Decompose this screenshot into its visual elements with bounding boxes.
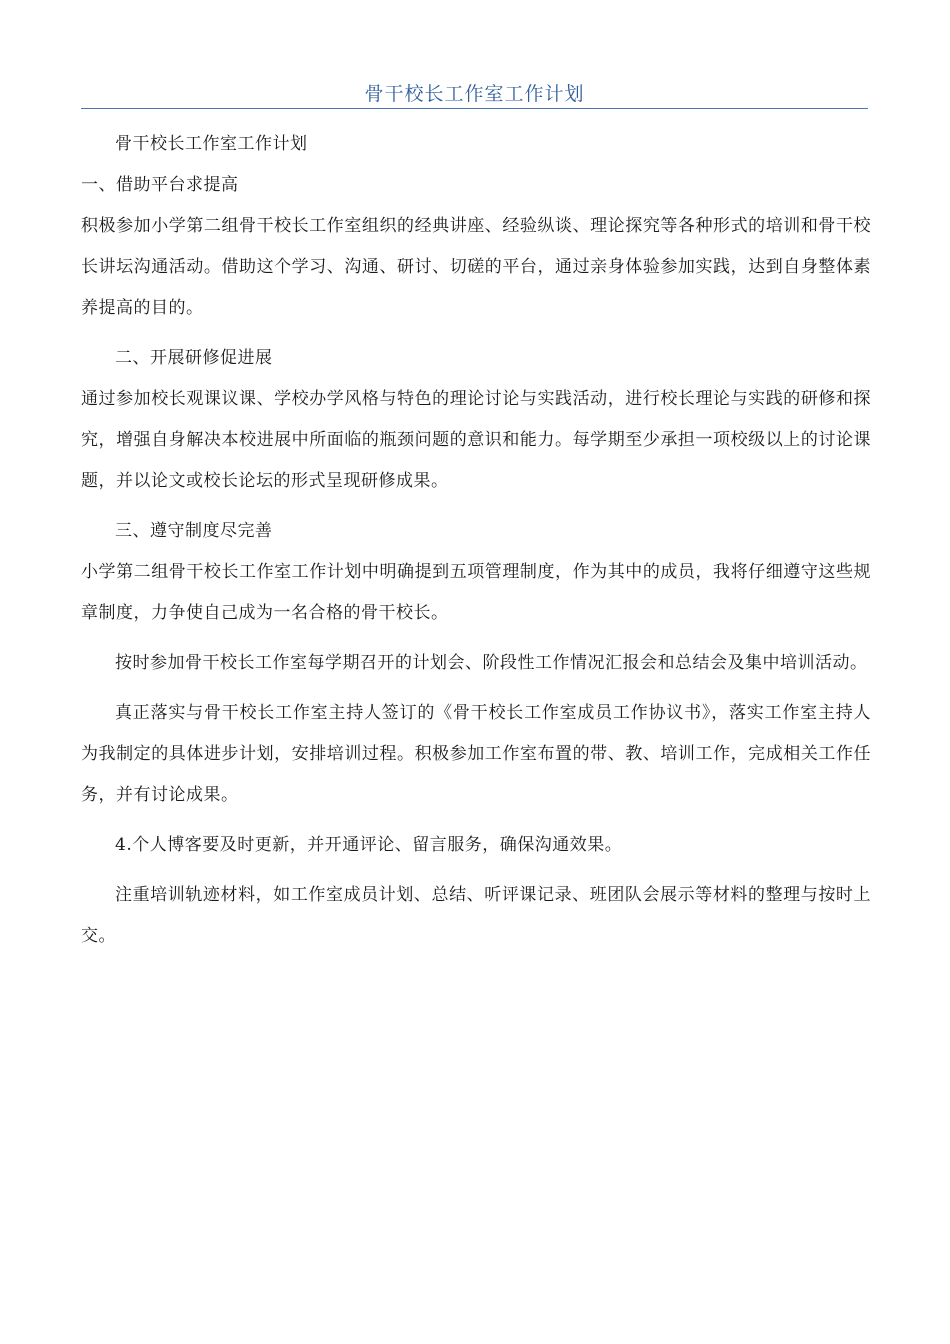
paragraph-agreement: 真正落实与骨干校长工作室主持人签订的《骨干校长工作室成员工作协议书》，落实工作室主持人为我制定的具体进步计划，安排培训过程。积极参加工作室布置的带、教、培训工作，完成相关工作任务，并有讨论成果。 — [81, 703, 871, 805]
paragraph-blog: 4.个人博客要及时更新，并开通评论、留言服务，确保沟通效果。 — [115, 835, 623, 855]
document-title: 骨干校长工作室工作计划 — [115, 134, 308, 154]
header-divider — [81, 108, 868, 109]
section-heading-1: 一、借助平台求提高 — [81, 175, 239, 195]
section-body-1: 积极参加小学第二组骨干校长工作室组织的经典讲座、经验纵谈、理论探究等各种形式的培训和骨干校长讲坛沟通活动。借助这个学习、沟通、研讨、切磋的平台，通过亲身体验参加实践，达到自身整体素养提高的目的。 — [81, 216, 871, 318]
header-title: 骨干校长工作室工作计划 — [364, 83, 585, 105]
section-body-2: 通过参加校长观课议课、学校办学风格与特色的理论讨论与实践活动，进行校长理论与实践的研修和探究，增强自身解决本校进展中所面临的瓶颈问题的意识和能力。每学期至少承担一项校级以上的讨论课题，并以论文或校长论坛的形式呈现研修成果。 — [81, 389, 871, 491]
paragraph-materials: 注重培训轨迹材料，如工作室成员计划、总结、听评课记录、班团队会展示等材料的整理与按时上交。 — [81, 885, 871, 946]
document-body — [81, 124, 871, 957]
page-header — [81, 80, 868, 108]
section-heading-2: 二、开展研修促进展 — [115, 348, 273, 368]
paragraph-attend-meetings: 按时参加骨干校长工作室每学期召开的计划会、阶段性工作情况汇报会和总结会及集中培训活动。 — [115, 653, 868, 673]
section-heading-3: 三、遵守制度尽完善 — [115, 521, 273, 541]
section-body-3: 小学第二组骨干校长工作室工作计划中明确提到五项管理制度，作为其中的成员，我将仔细遵守这些规章制度，力争使自己成为一名合格的骨干校长。 — [81, 562, 871, 623]
